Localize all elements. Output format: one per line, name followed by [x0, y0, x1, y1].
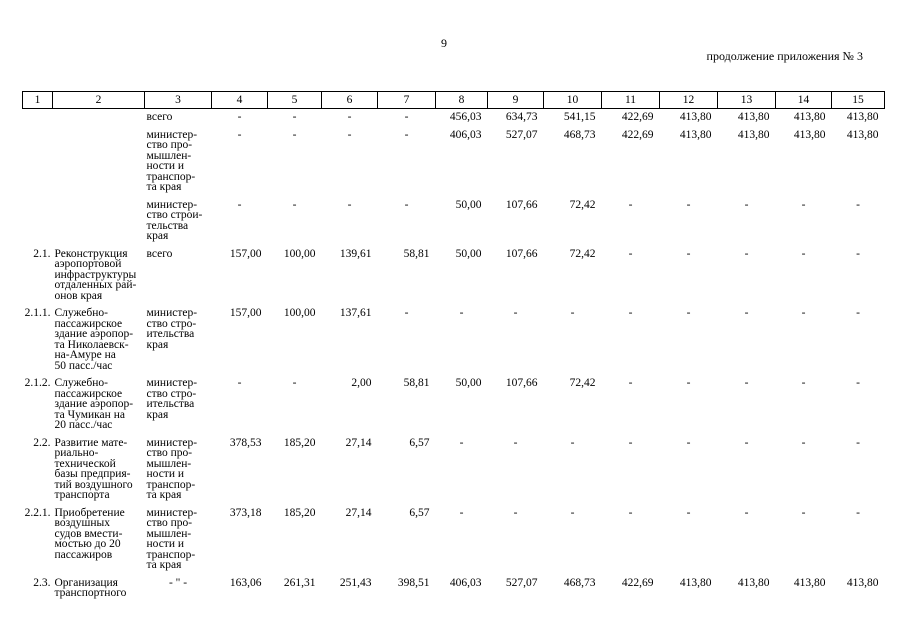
value-cell: 406,03: [449, 576, 482, 589]
column-header: 12: [660, 92, 718, 109]
value-cell: -: [459, 506, 464, 519]
value-cell: 634,73: [505, 111, 538, 123]
value-cell: -: [856, 247, 860, 260]
executor-cell: министер- ство стро- ительства края: [146, 307, 198, 351]
value-cell: 50,00: [455, 247, 482, 260]
value-cell: -: [744, 247, 749, 260]
value-cell: -: [292, 111, 297, 123]
measure-name-cell: [53, 197, 145, 246]
measure-name-cell: Реконструкция аэропортовой инфраструктуры отдаленных рай- онов края: [54, 247, 137, 302]
value-cell: 413,80: [846, 576, 879, 589]
value-cell: -: [628, 436, 633, 449]
column-header: 4: [212, 92, 268, 109]
value-cell: 468,73: [563, 128, 596, 141]
value-cell: -: [628, 377, 633, 389]
table-row: [23, 109, 885, 127]
value-cell: -: [744, 506, 749, 519]
value-cell: 406,03: [449, 128, 482, 141]
measure-name-cell: Служебно- пассажирское здание аэропор- та Чумикан на 20 пасс./час: [54, 377, 134, 431]
value-cell: -: [237, 128, 242, 141]
table-row: [23, 375, 885, 435]
value-cell: 456,03: [449, 111, 482, 123]
column-header: 10: [544, 92, 602, 109]
value-cell: 100,00: [283, 247, 316, 260]
value-cell: -: [686, 436, 691, 449]
value-cell: -: [237, 111, 242, 123]
executor-cell: министер- ство про- мышлен- ности и транспор- та края: [146, 506, 198, 571]
value-cell: -: [801, 247, 806, 260]
measure-name-cell: Организация транспортного: [54, 576, 127, 599]
value-cell: 422,69: [621, 576, 654, 589]
column-header: 6: [322, 92, 378, 109]
executor-cell: - " -: [168, 576, 188, 589]
value-cell: -: [347, 198, 352, 211]
value-cell: 251,43: [339, 576, 372, 589]
value-cell: -: [404, 307, 409, 319]
value-cell: -: [856, 377, 860, 389]
value-cell: -: [801, 307, 806, 319]
column-header: 15: [832, 92, 885, 109]
value-cell: 413,80: [679, 576, 712, 589]
table-row: [23, 246, 885, 306]
value-cell: -: [744, 436, 749, 449]
value-cell: -: [744, 198, 749, 211]
value-cell: -: [686, 506, 691, 519]
value-cell: -: [404, 111, 409, 123]
row-number-cell: [23, 109, 53, 127]
measure-name-cell: Служебно- пассажирское здание аэропор- та Николаевск- на-Амуре на 50 пасс./час: [54, 307, 134, 372]
value-cell: 107,66: [505, 198, 538, 211]
value-cell: 163,06: [229, 576, 262, 589]
row-number-cell: [23, 197, 53, 246]
value-cell: -: [237, 377, 242, 389]
header-row: [23, 92, 885, 109]
value-cell: 422,69: [621, 128, 654, 141]
value-cell: -: [686, 247, 691, 260]
column-header: 3: [145, 92, 212, 109]
value-cell: 413,80: [737, 111, 770, 123]
value-cell: 139,61: [339, 247, 372, 260]
value-cell: 6,57: [409, 506, 430, 519]
executor-cell: министер- ство про- мышлен- ности и транспор- та края: [146, 128, 198, 193]
table-row: [23, 435, 885, 505]
value-cell: 157,00: [229, 247, 262, 260]
column-header: 5: [268, 92, 322, 109]
value-cell: 137,61: [339, 307, 372, 319]
row-number-cell: 2.1.2.: [24, 377, 51, 389]
value-cell: 50,00: [455, 198, 482, 211]
value-cell: 157,00: [229, 307, 262, 319]
value-cell: -: [801, 436, 806, 449]
row-number-cell: 2.3.: [33, 576, 51, 589]
executor-cell: министер- ство про- мышлен- ности и транспор- та края: [146, 436, 198, 501]
table-row: [23, 575, 885, 603]
value-cell: 50,00: [455, 377, 482, 389]
measure-name-cell: [53, 127, 145, 197]
value-cell: 72,42: [569, 198, 596, 211]
value-cell: 72,42: [569, 377, 596, 389]
column-header: 13: [718, 92, 776, 109]
value-cell: 413,80: [793, 576, 826, 589]
value-cell: -: [459, 436, 464, 449]
value-cell: 378,53: [229, 436, 262, 449]
value-cell: 27,14: [345, 506, 372, 519]
value-cell: -: [686, 198, 691, 211]
value-cell: 413,80: [679, 111, 712, 123]
value-cell: 58,81: [403, 377, 430, 389]
value-cell: -: [686, 377, 691, 389]
value-cell: 72,42: [569, 247, 596, 260]
row-number-cell: 2.1.1.: [24, 307, 51, 319]
value-cell: 261,31: [283, 576, 316, 589]
value-cell: -: [570, 506, 575, 519]
value-cell: 413,80: [679, 128, 712, 141]
row-number-cell: 2.2.1.: [24, 506, 51, 519]
executor-cell: всего: [146, 247, 173, 260]
value-cell: -: [570, 307, 575, 319]
value-cell: 398,51: [397, 576, 430, 589]
value-cell: -: [513, 307, 518, 319]
column-header: 14: [776, 92, 832, 109]
row-number-cell: 2.1.: [33, 247, 51, 260]
value-cell: -: [856, 198, 860, 211]
value-cell: -: [513, 506, 518, 519]
column-header: 1: [23, 92, 53, 109]
value-cell: -: [570, 436, 575, 449]
value-cell: 413,80: [793, 128, 826, 141]
value-cell: -: [292, 198, 297, 211]
row-number-cell: [23, 127, 53, 197]
value-cell: 413,80: [846, 111, 879, 123]
executor-cell: всего: [146, 111, 173, 123]
column-header: 11: [602, 92, 660, 109]
value-cell: -: [744, 307, 749, 319]
budget-table: [22, 91, 885, 603]
value-cell: -: [292, 128, 297, 141]
measure-name-cell: [53, 109, 145, 127]
page-number: 9: [441, 36, 447, 50]
value-cell: 422,69: [621, 111, 654, 123]
table-row: [23, 197, 885, 246]
column-header: 7: [378, 92, 436, 109]
value-cell: 527,07: [505, 576, 538, 589]
value-cell: 413,80: [737, 576, 770, 589]
value-cell: -: [347, 111, 352, 123]
value-cell: -: [801, 198, 806, 211]
value-cell: -: [404, 198, 409, 211]
value-cell: 6,57: [409, 436, 430, 449]
value-cell: 58,81: [403, 247, 430, 260]
value-cell: -: [404, 128, 409, 141]
table-row: [23, 505, 885, 575]
value-cell: -: [628, 506, 633, 519]
value-cell: -: [856, 436, 860, 449]
value-cell: -: [801, 377, 806, 389]
value-cell: 100,00: [283, 307, 316, 319]
value-cell: 527,07: [505, 128, 538, 141]
value-cell: -: [856, 307, 860, 319]
value-cell: 413,80: [793, 111, 826, 123]
value-cell: 185,20: [283, 506, 316, 519]
column-header: 9: [488, 92, 544, 109]
executor-cell: министер- ство стро- ительства края: [146, 377, 198, 421]
value-cell: -: [801, 506, 806, 519]
value-cell: -: [292, 377, 297, 389]
value-cell: 27,14: [345, 436, 372, 449]
value-cell: -: [628, 247, 633, 260]
value-cell: 413,80: [846, 128, 879, 141]
value-cell: -: [744, 377, 749, 389]
appendix-continuation-note: продолжение приложения № 3: [706, 49, 863, 63]
value-cell: 185,20: [283, 436, 316, 449]
value-cell: -: [856, 506, 860, 519]
value-cell: 2,00: [351, 377, 372, 389]
value-cell: -: [459, 307, 464, 319]
column-header: 8: [436, 92, 488, 109]
value-cell: -: [347, 128, 352, 141]
measure-name-cell: Развитие мате- риально- технической базы предприя- тий воздушного транспорта: [54, 436, 133, 501]
value-cell: -: [513, 436, 518, 449]
value-cell: -: [628, 198, 633, 211]
value-cell: 541,15: [563, 111, 596, 123]
value-cell: 107,66: [505, 247, 538, 260]
value-cell: 373,18: [229, 506, 262, 519]
table-row: [23, 127, 885, 197]
value-cell: 413,80: [737, 128, 770, 141]
value-cell: -: [686, 307, 691, 319]
row-number-cell: 2.2.: [33, 436, 51, 449]
table-row: [23, 305, 885, 375]
column-header: 2: [53, 92, 145, 109]
measure-name-cell: Приобретение воздушных судов вмести- мостью до 20 пассажиров: [54, 506, 125, 561]
value-cell: 468,73: [563, 576, 596, 589]
executor-cell: министер- ство строи- тельства края: [146, 198, 203, 242]
value-cell: -: [628, 307, 633, 319]
value-cell: 107,66: [505, 377, 538, 389]
value-cell: -: [237, 198, 242, 211]
